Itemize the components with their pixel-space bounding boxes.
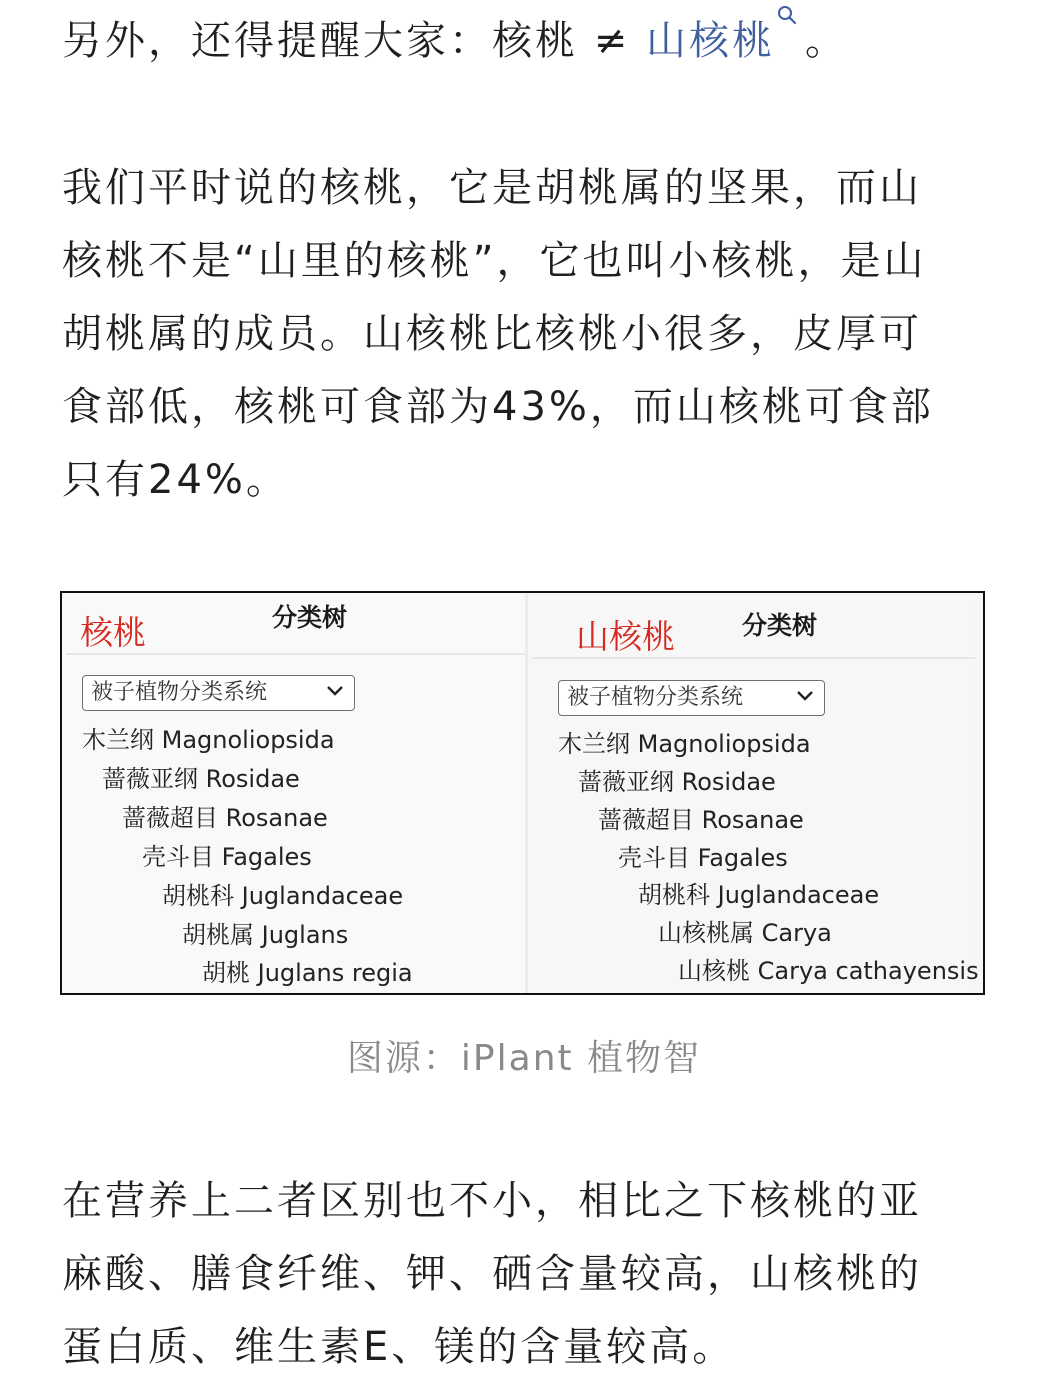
paragraph-line: 只有24%。 xyxy=(62,457,289,503)
classification-tree-figure xyxy=(60,591,985,995)
tree-node-genus[interactable]: 胡桃属 Juglans xyxy=(182,921,349,949)
chevron-down-icon xyxy=(326,685,344,697)
tree-node-species[interactable]: 胡桃 Juglans regia xyxy=(202,959,413,987)
paragraph-line: 我们平时说的核桃，它是胡桃属的坚果，而山 xyxy=(62,165,922,211)
chevron-down-icon xyxy=(796,690,814,702)
tree-node-superorder[interactable]: 蔷薇超目 Rosanae xyxy=(598,806,804,834)
divider xyxy=(532,657,975,659)
hickory-title: 山核桃 xyxy=(576,617,675,656)
tree-node-subclass[interactable]: 蔷薇亚纲 Rosidae xyxy=(578,768,776,796)
search-link-shanhetao[interactable]: 山核桃 xyxy=(645,18,775,64)
select-value: 被子植物分类系统 xyxy=(567,685,744,710)
paragraph-line: 在营养上二者区别也不小，相比之下核桃的亚 xyxy=(62,1178,922,1224)
tree-node-class[interactable]: 木兰纲 Magnoliopsida xyxy=(82,726,335,754)
tree-node-order[interactable]: 壳斗目 Fagales xyxy=(142,843,312,871)
tree-node-family[interactable]: 胡桃科 Juglandaceae xyxy=(162,882,404,910)
intro-text: 另外，还得提醒大家：核桃 ≠ xyxy=(62,18,646,64)
tree-node-family[interactable]: 胡桃科 Juglandaceae xyxy=(638,881,880,909)
tree-title: 分类树 xyxy=(272,603,348,632)
walnut-panel xyxy=(62,593,525,993)
paragraph-line: 胡桃属的成员。山核桃比核桃小很多，皮厚可 xyxy=(62,311,922,357)
classification-system-select[interactable] xyxy=(558,680,825,716)
search-icon[interactable] xyxy=(775,5,797,39)
tree-node-class[interactable]: 木兰纲 Magnoliopsida xyxy=(558,730,811,758)
paragraph-line: 食部低，核桃可食部为43%，而山核桃可食部 xyxy=(62,384,934,430)
walnut-description-paragraph xyxy=(62,152,992,517)
intro-end: 。 xyxy=(804,18,848,64)
walnut-title: 核桃 xyxy=(80,613,146,652)
tree-node-genus[interactable]: 山核桃属 Carya xyxy=(658,919,832,947)
tree-node-superorder[interactable]: 蔷薇超目 Rosanae xyxy=(122,804,328,832)
select-value: 被子植物分类系统 xyxy=(91,680,268,705)
tree-title: 分类树 xyxy=(742,611,818,640)
classification-system-select[interactable] xyxy=(82,675,355,711)
paragraph-line: 核桃不是“山里的核桃”，它也叫小核桃，是山 xyxy=(62,238,927,284)
divider xyxy=(66,653,525,655)
tree-node-species[interactable]: 山核桃 Carya cathayensis xyxy=(678,957,979,985)
nutrition-paragraph xyxy=(62,1165,992,1384)
paragraph-line: 蛋白质、维生素E、镁的含量较高。 xyxy=(62,1324,736,1370)
hickory-panel xyxy=(528,593,979,993)
intro-paragraph xyxy=(62,5,992,78)
tree-node-order[interactable]: 壳斗目 Fagales xyxy=(618,844,788,872)
tree-node-subclass[interactable]: 蔷薇亚纲 Rosidae xyxy=(102,765,300,793)
figure-caption: 图源：iPlant 植物智 xyxy=(346,1038,702,1079)
paragraph-line: 麻酸、膳食纤维、钾、硒含量较高，山核桃的 xyxy=(62,1251,922,1297)
